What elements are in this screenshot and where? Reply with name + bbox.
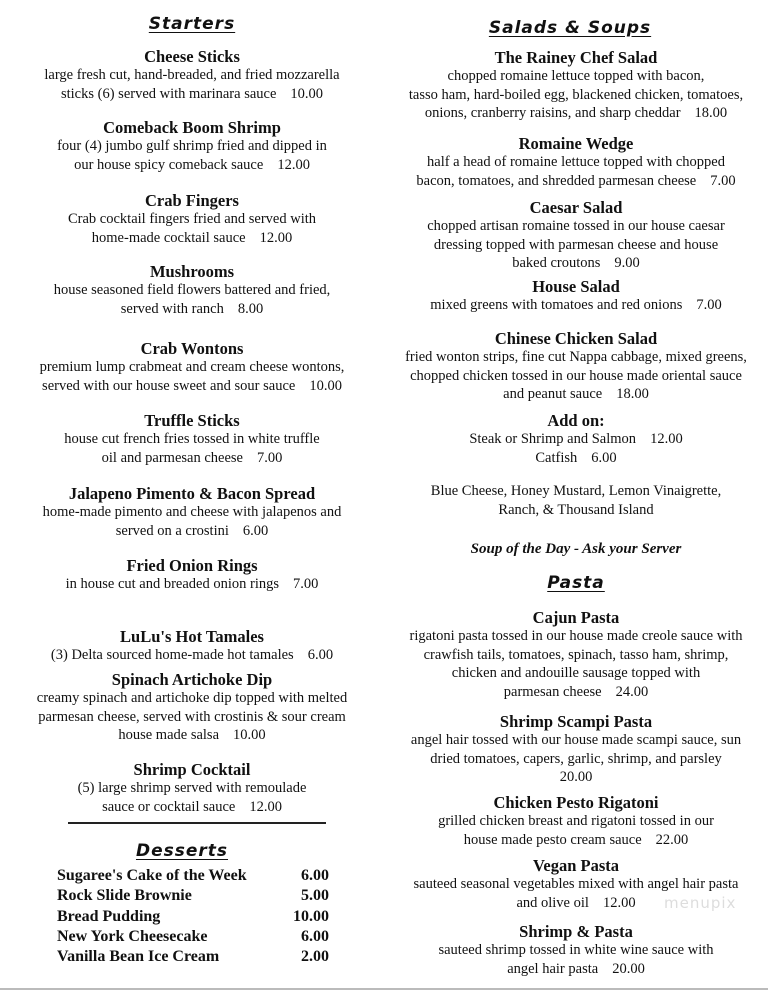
item-description [0, 377, 384, 396]
item-description [384, 960, 768, 979]
menu-item [0, 48, 384, 103]
item-name: Shrimp Cocktail [133, 760, 251, 779]
soup-of-the-day: Soup of the Day - Ask your Server [470, 541, 682, 557]
item-description [0, 156, 384, 175]
item-price: 12.00 [650, 431, 683, 447]
item-price: 12.00 [259, 229, 293, 246]
dessert-row [57, 866, 329, 886]
menu-item [384, 794, 768, 849]
description-text: and peanut sauce [503, 386, 603, 402]
description-text: house made salsa [118, 727, 220, 743]
item-description [384, 172, 768, 191]
item-description [384, 367, 768, 386]
item-description [384, 646, 768, 665]
description-text: sauteed shrimp tossed in white wine sauce with [438, 942, 714, 958]
item-name: Caesar Salad [529, 198, 623, 217]
item-price: 10.00 [290, 85, 324, 102]
description-text: large fresh cut, hand-breaded, and fried mozzarella [44, 67, 340, 83]
menu-item [384, 713, 768, 787]
item-description [0, 522, 384, 541]
item-price: 10.00 [309, 377, 342, 394]
menu-item [0, 192, 384, 247]
description-text: grilled chicken breast and rigatoni tossed in our [438, 813, 714, 829]
description-text: angel hair tossed with our house made scampi sauce, sun [410, 732, 742, 748]
menu-item [0, 119, 384, 174]
description-text: Crab cocktail fingers fried and served with [67, 211, 317, 227]
description-text: fried wonton strips, fine cut Nappa cabbage, mixed greens, [405, 349, 747, 365]
item-description [384, 153, 768, 172]
item-price: 22.00 [655, 831, 689, 848]
description-text: angel hair pasta [507, 960, 599, 977]
item-price: 10.00 [233, 727, 266, 743]
item-name: Crab Wontons [140, 339, 244, 358]
item-description [384, 86, 768, 105]
menu-item [384, 135, 768, 190]
pasta-heading-text: Pasta [547, 573, 605, 593]
menu-item [384, 609, 768, 701]
item-price: 7.00 [256, 449, 283, 466]
item-name: Cheese Sticks [144, 47, 240, 66]
dessert-price: 6.00 [301, 927, 329, 945]
item-description [384, 812, 768, 831]
item-name: Chicken Pesto Rigatoni [493, 793, 659, 812]
dessert-name: Vanilla Bean Ice Cream [57, 948, 220, 966]
desserts-heading [0, 841, 384, 861]
item-description [0, 646, 384, 665]
item-description [384, 627, 768, 646]
item-price: 18.00 [694, 105, 728, 121]
item-description [0, 358, 384, 377]
item-price: 7.00 [696, 297, 722, 313]
item-price: 7.00 [710, 172, 736, 189]
item-name: Crab Fingers [145, 191, 239, 210]
description-text: premium lump crabmeat and cream cheese wontons, [39, 359, 345, 375]
menu-item [384, 330, 768, 404]
description-text: mixed greens with tomatoes and red onions [430, 297, 683, 313]
item-name: Shrimp Scampi Pasta [499, 712, 653, 731]
item-price: 6.00 [242, 522, 269, 539]
description-text: rigatoni pasta tossed in our house made creole sauce with [409, 628, 743, 644]
item-price: 20.00 [612, 960, 645, 977]
item-description [0, 229, 384, 248]
item-name: The Rainey Chef Salad [494, 48, 658, 67]
item-price: 8.00 [237, 300, 264, 317]
description-text: four (4) jumbo gulf shrimp fried and dipped in [57, 138, 327, 154]
menu-item [0, 263, 384, 318]
item-description [0, 798, 384, 817]
dressings [384, 482, 768, 519]
menu-item [0, 557, 384, 594]
dessert-row [57, 947, 329, 967]
item-price: 24.00 [615, 683, 649, 700]
description-text: home-made cocktail sauce [91, 229, 246, 246]
dressings-line: Blue Cheese, Honey Mustard, Lemon Vinaigrette, [430, 483, 722, 499]
item-name: Jalapeno Pimento & Bacon Spread [68, 484, 316, 503]
description-text: sauteed seasonal vegetables mixed with angel hair pasta [413, 876, 739, 892]
dessert-row [57, 886, 329, 906]
starters-heading [0, 14, 384, 34]
item-description [384, 254, 768, 273]
menu-item [384, 199, 768, 273]
dessert-price: 2.00 [301, 948, 329, 966]
description-text: house made pesto cream sauce [463, 831, 642, 848]
item-description [384, 236, 768, 255]
item-description [0, 575, 384, 594]
dessert-name: Sugaree's Cake of the Week [57, 867, 247, 884]
item-name: Spinach Artichoke Dip [111, 670, 273, 689]
item-name: Mushrooms [149, 262, 235, 281]
description-text: house seasoned field flowers battered and fried, [53, 282, 331, 298]
description-text: served on a crostini [115, 522, 229, 539]
item-price: 6.00 [307, 647, 334, 663]
item-name: Fried Onion Rings [126, 556, 258, 575]
item-description [0, 449, 384, 468]
description-text: and olive oil [516, 894, 589, 911]
dressings-line: Ranch, & Thousand Island [498, 501, 654, 518]
starters-heading-text: Starters [148, 14, 236, 34]
watermark: menupix [664, 894, 737, 912]
divider [68, 822, 326, 824]
description-text: parmesan cheese, served with crostinis & sour cream [38, 708, 346, 725]
description-text: our house spicy comeback sauce [74, 156, 264, 173]
item-description [0, 430, 384, 449]
item-description [0, 503, 384, 522]
item-description [0, 708, 384, 727]
item-price: 12.00 [277, 156, 310, 173]
item-description [0, 85, 384, 104]
item-name: Chinese Chicken Salad [494, 329, 658, 348]
description-text: (3) Delta sourced home-made hot tamales [50, 647, 294, 663]
dessert-row [57, 907, 329, 927]
description-text: Catfish [535, 449, 578, 466]
menu-item [0, 628, 384, 665]
item-description [384, 683, 768, 702]
description-text: (5) large shrimp served with remoulade [77, 780, 307, 796]
item-name: Cajun Pasta [532, 608, 620, 627]
item-price: 7.00 [293, 576, 319, 592]
menu-item [384, 49, 768, 123]
item-description [0, 210, 384, 229]
menu-item [0, 412, 384, 467]
salads-heading [372, 18, 768, 38]
item-price: 12.00 [602, 894, 636, 911]
dessert-price: 6.00 [301, 867, 329, 884]
description-text: onions, cranberry raisins, and sharp cheddar [424, 105, 681, 121]
menu-item [384, 278, 768, 315]
description-text: chopped chicken tossed in our house made oriental sauce [410, 367, 742, 384]
item-description [384, 750, 768, 769]
dessert-price: 5.00 [301, 887, 329, 905]
menu-item [384, 923, 768, 978]
item-name: Vegan Pasta [532, 856, 620, 875]
description-text: oil and parmesan cheese [101, 449, 243, 466]
description-text: baked croutons [512, 255, 601, 271]
description-text: house cut french fries tossed in white truffle [64, 431, 320, 447]
description-text: creamy spinach and artichoke dip topped with melted [36, 690, 348, 706]
item-price: 6.00 [591, 449, 617, 466]
dessert-name: New York Cheesecake [57, 927, 208, 945]
item-name: Shrimp & Pasta [519, 922, 633, 941]
item-description [384, 875, 768, 894]
item-description [384, 104, 768, 123]
item-name: Truffle Sticks [144, 411, 240, 430]
description-text: served with ranch [120, 300, 224, 317]
description-text: dressing topped with parmesan cheese and house [433, 236, 719, 253]
description-text: served with our house sweet and sour sauce [42, 377, 296, 394]
item-description [384, 831, 768, 850]
description-text: bacon, tomatoes, and shredded parmesan cheese [416, 172, 697, 189]
item-price: 12.00 [249, 798, 282, 815]
description-text: chicken and andouille sausage topped with [451, 665, 701, 681]
menu-item [0, 485, 384, 540]
description-text: dried tomatoes, capers, garlic, shrimp, and parsley [430, 750, 722, 767]
item-description [384, 430, 768, 449]
pasta-heading [384, 573, 768, 593]
item-name: Comeback Boom Shrimp [103, 118, 281, 137]
menu-item [0, 761, 384, 816]
description-text: parmesan cheese [503, 683, 602, 700]
description-text: chopped romaine lettuce topped with bacon, [447, 68, 705, 84]
item-price: 18.00 [616, 386, 649, 402]
menu-item [0, 340, 384, 395]
description-text: sticks (6) served with marinara sauce [60, 85, 277, 102]
item-description [384, 731, 768, 750]
item-description [0, 779, 384, 798]
description-text: crawfish tails, tomatoes, spinach, tasso ham, shrimp, [423, 646, 729, 663]
description-text: Steak or Shrimp and Salmon [469, 431, 637, 447]
item-price: 9.00 [614, 255, 640, 271]
item-description [0, 726, 384, 745]
salads-heading-text: Salads & Soups [488, 18, 652, 38]
description-text: half a head of romaine lettuce topped with chopped [427, 154, 725, 170]
item-description [384, 449, 768, 468]
menu-item [384, 412, 768, 467]
item-name: LuLu's Hot Tamales [120, 627, 264, 646]
item-description [0, 689, 384, 708]
item-description [384, 664, 768, 683]
description-text: in house cut and breaded onion rings [65, 576, 280, 592]
item-description [384, 296, 768, 315]
bottom-divider [0, 988, 768, 990]
description-text: sauce or cocktail sauce [102, 798, 236, 815]
item-name: Add on: [547, 411, 605, 430]
desserts-list [57, 866, 329, 967]
menu-item [0, 671, 384, 745]
item-description [384, 217, 768, 236]
item-description [384, 941, 768, 960]
item-description [0, 66, 384, 85]
description-text: chopped artisan romaine tossed in our house caesar [427, 218, 725, 234]
dessert-price: 10.00 [293, 907, 329, 925]
item-description [0, 281, 384, 300]
item-description [0, 300, 384, 319]
item-description [0, 137, 384, 156]
item-name: House Salad [532, 277, 620, 296]
dessert-name: Bread Pudding [57, 907, 161, 925]
description-text: home-made pimento and cheese with jalapenos and [42, 504, 342, 520]
item-description [384, 385, 768, 404]
description-text: tasso ham, hard-boiled egg, blackened chicken, tomatoes, [408, 86, 744, 103]
item-name: Romaine Wedge [518, 134, 634, 153]
item-description [384, 67, 768, 86]
desserts-heading-text: Desserts [135, 841, 229, 861]
dessert-row [57, 927, 329, 947]
item-description [384, 348, 768, 367]
item-price: 20.00 [559, 769, 593, 785]
dessert-name: Rock Slide Brownie [57, 887, 192, 905]
